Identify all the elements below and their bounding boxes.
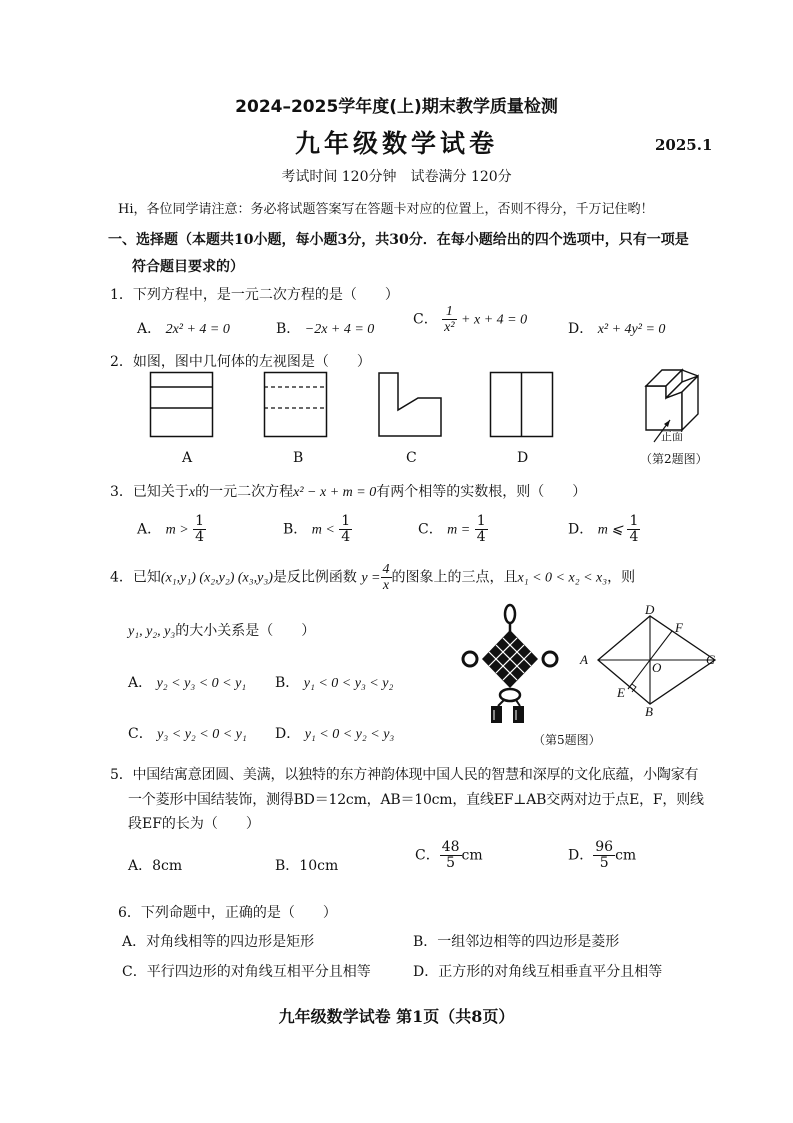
exam-info: 考试时间 120分钟 试卷满分 120分	[281, 169, 512, 185]
q3-d-fraction	[627, 514, 640, 545]
q3-d-num: 1	[629, 513, 639, 529]
q3-stem-x: x	[188, 485, 196, 500]
q1-b-label: B．	[276, 321, 301, 337]
q3-d-lhs: m ⩽	[597, 522, 624, 538]
q3-option-b	[283, 514, 352, 545]
rhombus-label-f: F	[675, 620, 683, 635]
q5-option-c	[415, 840, 483, 871]
q1-c-label: C．	[413, 311, 438, 328]
q3-a-label: A．	[137, 521, 162, 538]
q3-c-label: C．	[418, 521, 443, 538]
q5-c-unit: cm	[461, 847, 483, 864]
q3-b-num: 1	[341, 513, 351, 529]
q5-option-b: B．10cm	[275, 858, 339, 874]
q3-option-c	[418, 514, 488, 545]
q3-b-fraction	[339, 514, 352, 545]
section-1-heading: 一、选择题（本题共10小题，每小题3分，共30分．在每小题给出的四个选项中，只有一项是	[108, 232, 689, 248]
q5-line2: 一个菱形中国结装饰，测得BD＝12cm，AB＝10cm，直线EF⊥AB交两对边于点E，F，则线	[128, 792, 704, 808]
rhombus-label-d: D	[645, 602, 655, 617]
q4-stem-post: 的图象上的三点，且	[391, 569, 518, 586]
q5-d-label: D．	[568, 847, 594, 864]
q1-stem: 1．下列方程中，是一元二次方程的是（ ）	[110, 287, 399, 303]
q2-label-b: B	[293, 450, 304, 466]
q1-c-denominator: x²	[444, 320, 455, 335]
q6-option-a: A．对角线相等的四边形是矩形	[122, 934, 315, 950]
q1-option-b	[276, 318, 374, 338]
q3-a-den: 4	[195, 529, 205, 545]
q5-d-num: 96	[595, 839, 614, 855]
q5-c-num: 48	[441, 839, 460, 855]
q3-d-den: 4	[629, 529, 639, 545]
q3-c-fraction	[475, 514, 488, 545]
q3-b-lhs: m <	[311, 522, 335, 538]
q4-stem-pre: 4．已知	[110, 569, 161, 586]
q3-stem	[110, 481, 586, 501]
q6-option-d: D．正方形的对角线互相垂直平分且相等	[413, 964, 663, 980]
q1-c-fraction	[442, 304, 456, 335]
q4-d-math: y₁ < 0 < y₂ < y₃	[304, 727, 395, 742]
q4-option-d	[275, 723, 394, 743]
q4-a-label: A．	[128, 675, 153, 691]
q6-option-c: C．平行四边形的对角线互相平分且相等	[122, 964, 371, 980]
q3-a-fraction	[193, 514, 206, 545]
q5-option-d	[568, 840, 636, 871]
q5-d-fraction	[593, 840, 615, 871]
q3-option-a	[137, 514, 206, 545]
q5-c-label: C．	[415, 847, 440, 864]
q4-option-a	[128, 672, 246, 692]
q6-stem: 6．下列命题中，正确的是（ ）	[118, 905, 337, 921]
q3-c-num: 1	[476, 513, 486, 529]
q3-d-label: D．	[568, 521, 594, 538]
q4-func-lhs: y =	[361, 570, 381, 586]
q5-option-a: A．8cm	[128, 858, 183, 874]
q4-option-c	[128, 723, 247, 743]
q4-line2-math: y₁, y₂, y₃	[128, 624, 176, 639]
q1-c-numerator: 1	[442, 304, 456, 320]
q2-option-d-figure	[490, 372, 554, 438]
q2-front-label: 正面	[661, 430, 683, 443]
q4-func-den: x	[382, 578, 390, 593]
rhombus-label-a: A	[580, 652, 588, 667]
q2-figure-caption: （第2题图）	[640, 452, 708, 466]
q5-d-den: 5	[599, 855, 609, 871]
q5-line1: 5．中国结寓意团圆、美满，以独特的东方神韵体现中国人民的智慧和深厚的文化底蕴，小陶家有	[110, 767, 699, 783]
rhombus-label-o: O	[652, 660, 662, 675]
q2-option-b-figure	[264, 372, 328, 438]
page-footer: 九年级数学试卷 第1页（共8页）	[278, 1007, 515, 1026]
q5-d-unit: cm	[615, 847, 637, 864]
rhombus-label-c: C	[706, 652, 715, 667]
q3-stem-post: 有两个相等的实数根，则（ ）	[376, 484, 587, 500]
q4-func-num: 4	[382, 562, 390, 577]
q1-b-math: −2x + 4 = 0	[304, 322, 375, 337]
q4-line2-text: 的大小关系是（ ）	[175, 623, 316, 639]
q4-c-label: C．	[128, 726, 153, 742]
q1-d-label: D．	[568, 321, 594, 337]
q1-option-c	[413, 304, 527, 335]
q3-a-num: 1	[195, 513, 205, 529]
q1-option-d	[568, 318, 665, 338]
q4-stem-end: ，则	[607, 569, 636, 586]
q3-b-den: 4	[341, 529, 351, 545]
q2-label-a: A	[182, 450, 193, 466]
rhombus-label-e: E	[617, 685, 625, 700]
q4-func-fraction	[381, 562, 392, 593]
q5-c-fraction	[440, 840, 462, 871]
q4-stem-mid: 是反比例函数	[272, 569, 357, 586]
q1-c-rest: + x + 4 = 0	[461, 312, 528, 328]
q2-option-a-figure	[150, 372, 214, 438]
q1-d-math: x² + 4y² = 0	[597, 322, 666, 337]
q4-line2	[128, 620, 315, 640]
q3-a-lhs: m >	[165, 522, 189, 538]
q2-option-c-figure	[378, 372, 442, 438]
q2-label-d: D	[517, 450, 529, 466]
q4-points: (x₁,y₁) (x₂,y₂) (x₃,y₃)	[160, 570, 273, 586]
q2-label-c: C	[406, 450, 417, 466]
q4-c-math: y₃ < y₂ < 0 < y₁	[157, 727, 247, 742]
q4-option-b	[275, 672, 393, 692]
q3-stem-mid: 的一元二次方程	[195, 484, 294, 500]
q3-b-label: B．	[283, 521, 308, 538]
q6-option-b: B．一组邻边相等的四边形是菱形	[413, 934, 620, 950]
q3-c-den: 4	[476, 529, 486, 545]
q5-line3: 段EF的长为（ ）	[128, 816, 260, 832]
q4-d-label: D．	[275, 726, 301, 742]
q4-stem	[110, 562, 635, 593]
rhombus-label-b: B	[645, 704, 653, 719]
q3-option-d	[568, 514, 640, 545]
notice: Hi，各位同学请注意：务必将试题答案写在答题卡对应的位置上，否则不得分，千万记住哟！	[118, 202, 654, 217]
exam-date: 2025.1	[655, 136, 713, 154]
q4-b-math: y₁ < 0 < y₃ < y₂	[303, 676, 394, 691]
q5-figure-caption: （第5题图）	[533, 733, 601, 747]
q3-c-lhs: m =	[447, 522, 471, 538]
q5-c-den: 5	[446, 855, 456, 871]
q2-stem: 2．如图，图中几何体的左视图是（ ）	[110, 354, 371, 370]
exam-main-title: 九年级数学试卷	[294, 129, 498, 158]
q4-condition: x₁ < 0 < x₂ < x₃	[517, 570, 608, 586]
section-1-heading-cont: 符合题目要求的）	[132, 259, 244, 275]
q4-a-math: y₂ < y₃ < 0 < y₁	[156, 676, 247, 691]
q1-option-a	[137, 318, 230, 338]
q3-equation: x² − x + m = 0	[293, 485, 377, 500]
q4-b-label: B．	[275, 675, 300, 691]
q1-a-math: 2x² + 4 = 0	[165, 322, 230, 337]
exam-top-title: 2024–2025学年度(上)期末教学质量检测	[235, 97, 558, 117]
q1-a-label: A．	[137, 321, 162, 337]
chinese-knot-figure	[460, 602, 560, 726]
q3-stem-pre: 3．已知关于	[110, 484, 189, 500]
